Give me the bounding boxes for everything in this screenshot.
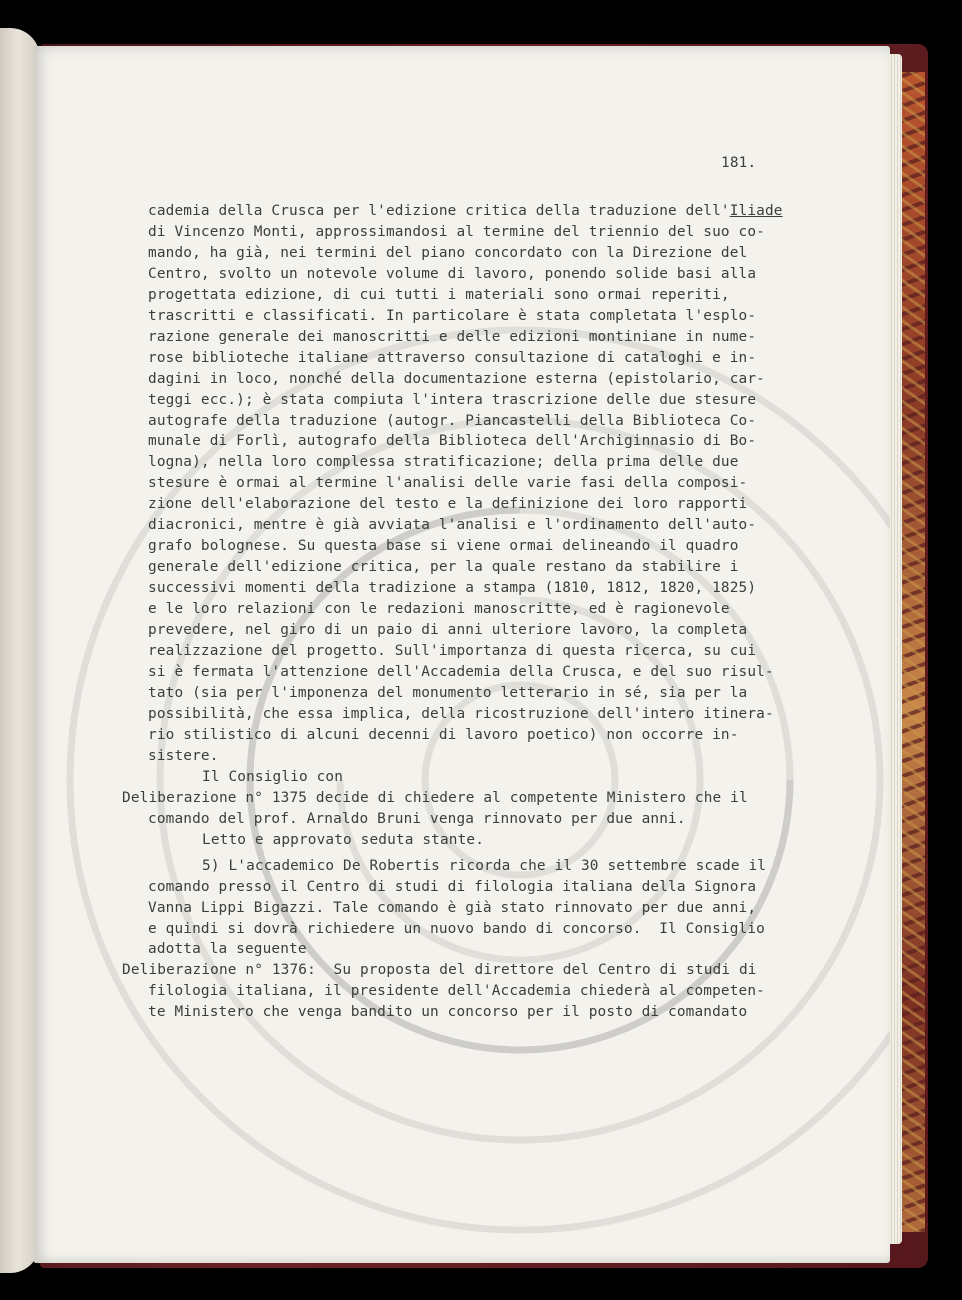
text-line <box>148 601 730 617</box>
text-line <box>148 706 774 722</box>
line-text: rio stilistico di alcuni decenni di lavoro poetico) non occorre in- <box>148 726 739 743</box>
text-line <box>148 921 765 937</box>
line-text: e quindi si dovrà richiedere un nuovo bando di concorso. Il Consiglio <box>148 920 765 937</box>
line-text: si è fermata l'attenzione dell'Accademia della Crusca, e del suo risul- <box>148 663 774 680</box>
line-text: dagini in loco, nonché della documentazione esterna (epistolario, car- <box>148 370 765 387</box>
line-text: logna), nella loro complessa stratificazione; della prima delle due <box>148 454 739 471</box>
line-text: possibilità, che essa implica, della ricostruzione dell'intero itinera- <box>148 705 774 722</box>
text-line <box>148 266 756 282</box>
text-line <box>202 769 343 785</box>
text-line <box>148 203 783 219</box>
line-text: zione dell'elaborazione del testo e la definizione dei loro rapporti <box>148 496 748 513</box>
text-line <box>148 811 686 827</box>
text-line <box>148 454 739 470</box>
text-line <box>122 962 757 978</box>
line-text: stesure è ormai al termine l'analisi delle varie fasi della composi- <box>148 475 748 492</box>
line-text: 5) L'accademico De Robertis ricorda che il 30 settembre scade il <box>202 857 767 874</box>
line-text: Vanna Lippi Bigazzi. Tale comando è già stato rinnovato per due anni, <box>148 899 757 916</box>
line-text: comando presso il Centro di studi di filologia italiana della Signora <box>148 878 757 895</box>
text-line <box>148 329 756 345</box>
line-text: autografe della traduzione (autogr. Piancastelli della Biblioteca Co- <box>148 412 757 429</box>
text-line <box>148 643 756 659</box>
text-line <box>148 245 747 261</box>
text-line <box>148 287 730 303</box>
line-text: comando del prof. Arnaldo Bruni venga rinnovato per due anni. <box>148 810 686 827</box>
text-line <box>148 685 747 701</box>
line-text: trascritti e classificati. In particolare è stata completata l'esplo- <box>148 307 757 324</box>
line-text: diacronici, mentre è già avviata l'analisi e l'ordinamento dell'auto- <box>148 517 757 534</box>
text-line <box>148 433 756 449</box>
line-text: teggi ecc.); è stata compiuta l'intera trascrizione delle due stesure <box>148 391 757 408</box>
document-page <box>34 46 890 1263</box>
text-line <box>148 496 747 512</box>
line-text: Il Consiglio con <box>202 768 344 785</box>
line-text: Deliberazione n° 1376: Su proposta del direttore del Centro di studi di <box>122 962 757 979</box>
text-line <box>148 941 307 957</box>
line-text: adotta la seguente <box>148 941 307 958</box>
page-number: 181. <box>721 155 757 171</box>
line-text: generale dell'edizione critica, per la quale restano da stabilire i <box>148 559 739 576</box>
text-line <box>148 350 756 366</box>
text-line <box>148 580 756 596</box>
line-text: razione generale dei manoscritti e delle edizioni montiniane in nume- <box>148 328 757 345</box>
text-line <box>148 517 756 533</box>
text-line <box>148 392 756 408</box>
text-line <box>148 559 739 575</box>
text-line <box>148 308 756 324</box>
line-text: rose biblioteche italiane attraverso consultazione di cataloghi e in- <box>148 349 757 366</box>
line-text: sistere. <box>148 747 219 764</box>
text-line <box>148 983 765 999</box>
line-text: di Vincenzo Monti, approssimandosi al termine del triennio del suo co- <box>148 223 765 240</box>
text-line <box>148 475 747 491</box>
line-text: successivi momenti della tradizione a stampa (1810, 1812, 1820, 1825) <box>148 580 757 597</box>
line-text: filologia italiana, il presidente dell'Accademia chiederà al competen- <box>148 983 765 1000</box>
text-line <box>148 879 756 895</box>
text-line <box>148 748 219 764</box>
line-text: prevedere, nel giro di un paio di anni ulteriore lavoro, la completa <box>148 622 748 638</box>
text-line <box>148 413 756 429</box>
text-line <box>148 664 774 680</box>
text-line <box>148 900 756 916</box>
text-line <box>148 371 765 387</box>
text-line <box>122 790 748 806</box>
text-line <box>148 622 747 638</box>
line-text: cademia della Crusca per l'edizione critica della traduzione dell' <box>148 203 730 219</box>
line-text: mando, ha già, nei termini del piano concordato con la Direzione del <box>148 244 748 261</box>
line-text: munale di Forlì, autografo della Biblioteca dell'Archiginnasio di Bo- <box>148 433 757 450</box>
text-line <box>202 832 484 848</box>
line-text: tato (sia per l'imponenza del monumento letterario in sé, sia per la <box>148 684 748 701</box>
text-line <box>148 1004 747 1020</box>
text-line <box>148 538 739 554</box>
text-line <box>148 224 765 240</box>
line-text: e le loro relazioni con le redazioni manoscritte, ed è ragionevole <box>148 601 730 618</box>
line-text: Letto e approvato seduta stante. <box>202 831 485 848</box>
line-text: te Ministero che venga bandito un concorso per il posto di comandato <box>148 1004 748 1021</box>
line-text: realizzazione del progetto. Sull'importanza di questa ricerca, su cui <box>148 642 757 659</box>
line-text: Deliberazione n° 1375 decide di chiedere al competente Ministero che il <box>122 789 748 806</box>
text-line <box>148 727 739 743</box>
text-line <box>202 858 766 874</box>
line-text: progettata edizione, di cui tutti i materiali sono ormai reperiti, <box>148 286 730 303</box>
line-text: grafo bolognese. Su questa base si viene ormai delineando il quadro <box>148 538 739 555</box>
line-text: Centro, svolto un notevole volume di lavoro, ponendo solide basi alla <box>148 265 757 282</box>
underlined-title: Iliade <box>729 203 783 219</box>
